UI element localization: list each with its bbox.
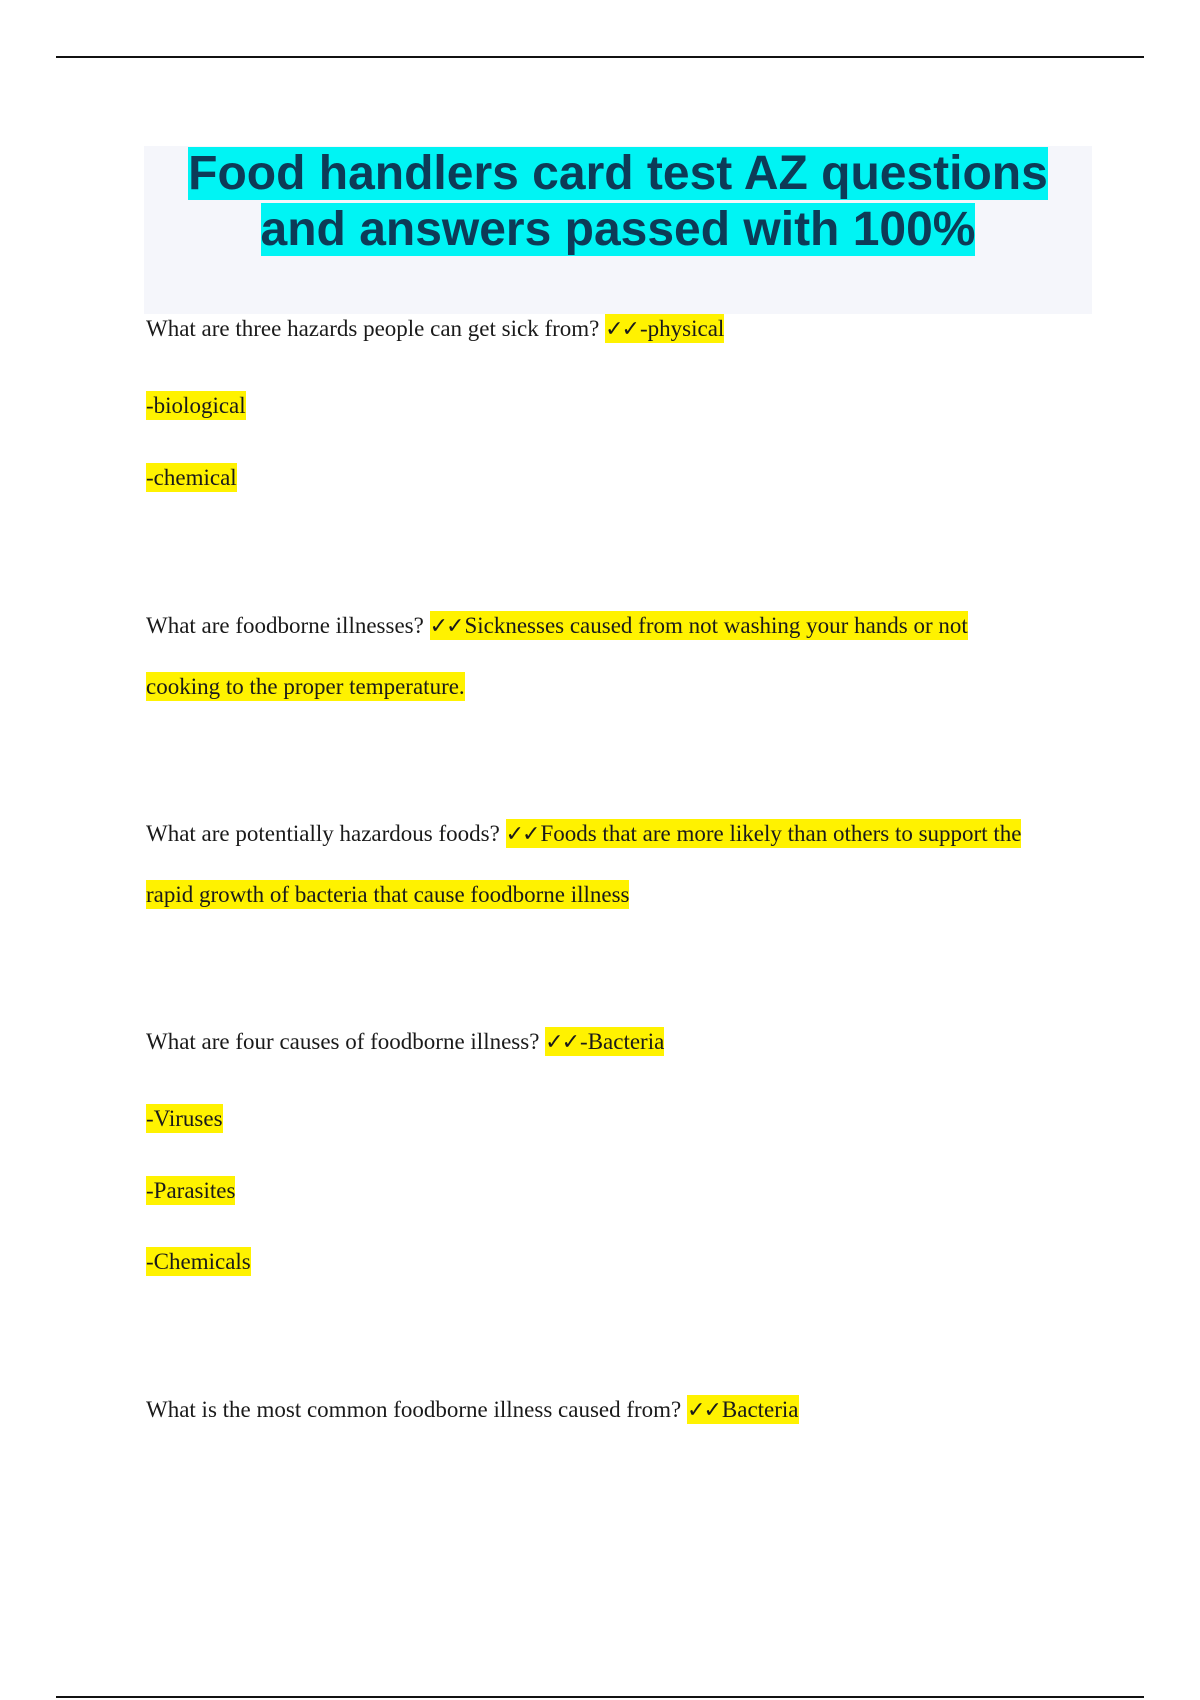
double-check-icon: ✓✓ [605,317,638,342]
question-text: What are potentially hazardous foods? [146,821,500,846]
answer-line: -Chemicals [146,1249,251,1274]
answer-line-row [146,672,465,702]
answer-line: -Parasites [146,1178,236,1203]
answer-line-row [146,463,237,493]
answer-line: rapid growth of bacteria that cause foodborne illness [146,882,630,907]
answer-highlight [506,819,1022,848]
answer-highlight [545,1027,664,1056]
question-text: What are foodborne illnesses? [146,613,424,638]
qa-item-3 [146,819,1021,850]
double-check-icon: ✓✓ [505,822,539,847]
question-text: What are four causes of foodborne illness? [146,1029,540,1054]
answer-line: cooking to the proper temperature. [146,674,465,699]
question-text: What is the most common foodborne illness caused from? [146,1397,682,1422]
answer-highlight [605,314,724,343]
qa-item-1 [146,314,724,345]
answer-line: -Viruses [146,1106,223,1131]
bottom-rule [56,1696,1144,1698]
document-title: Food handlers card test AZ questions and answers passed with 100% [188,147,1048,256]
answer-line-row [146,1104,223,1134]
answer-line: Bacteria [721,1397,799,1422]
answer-highlight [687,1395,799,1424]
answer-highlight [430,611,968,640]
qa-item-4 [146,1027,664,1058]
answer-line: -Bacteria [580,1029,665,1054]
double-check-icon: ✓✓ [545,1030,579,1055]
answer-line: Sicknesses caused from not washing your hands or not [464,613,968,638]
top-rule [56,56,1144,58]
double-check-icon: ✓✓ [687,1398,720,1423]
double-check-icon: ✓✓ [429,614,463,639]
title-block [144,146,1092,314]
qa-item-5 [146,1395,799,1426]
answer-line: -physical [640,316,725,341]
qa-item-2 [146,611,968,642]
question-text: What are three hazards people can get sick from? [146,316,600,341]
answer-line-row [146,391,246,421]
answer-line: -chemical [146,465,237,490]
answer-line: -biological [146,393,246,418]
answer-line-row [146,1247,251,1277]
answer-line-row [146,1176,235,1206]
answer-line: Foods that are more likely than others to support the [540,821,1022,846]
answer-line-row [146,880,629,910]
